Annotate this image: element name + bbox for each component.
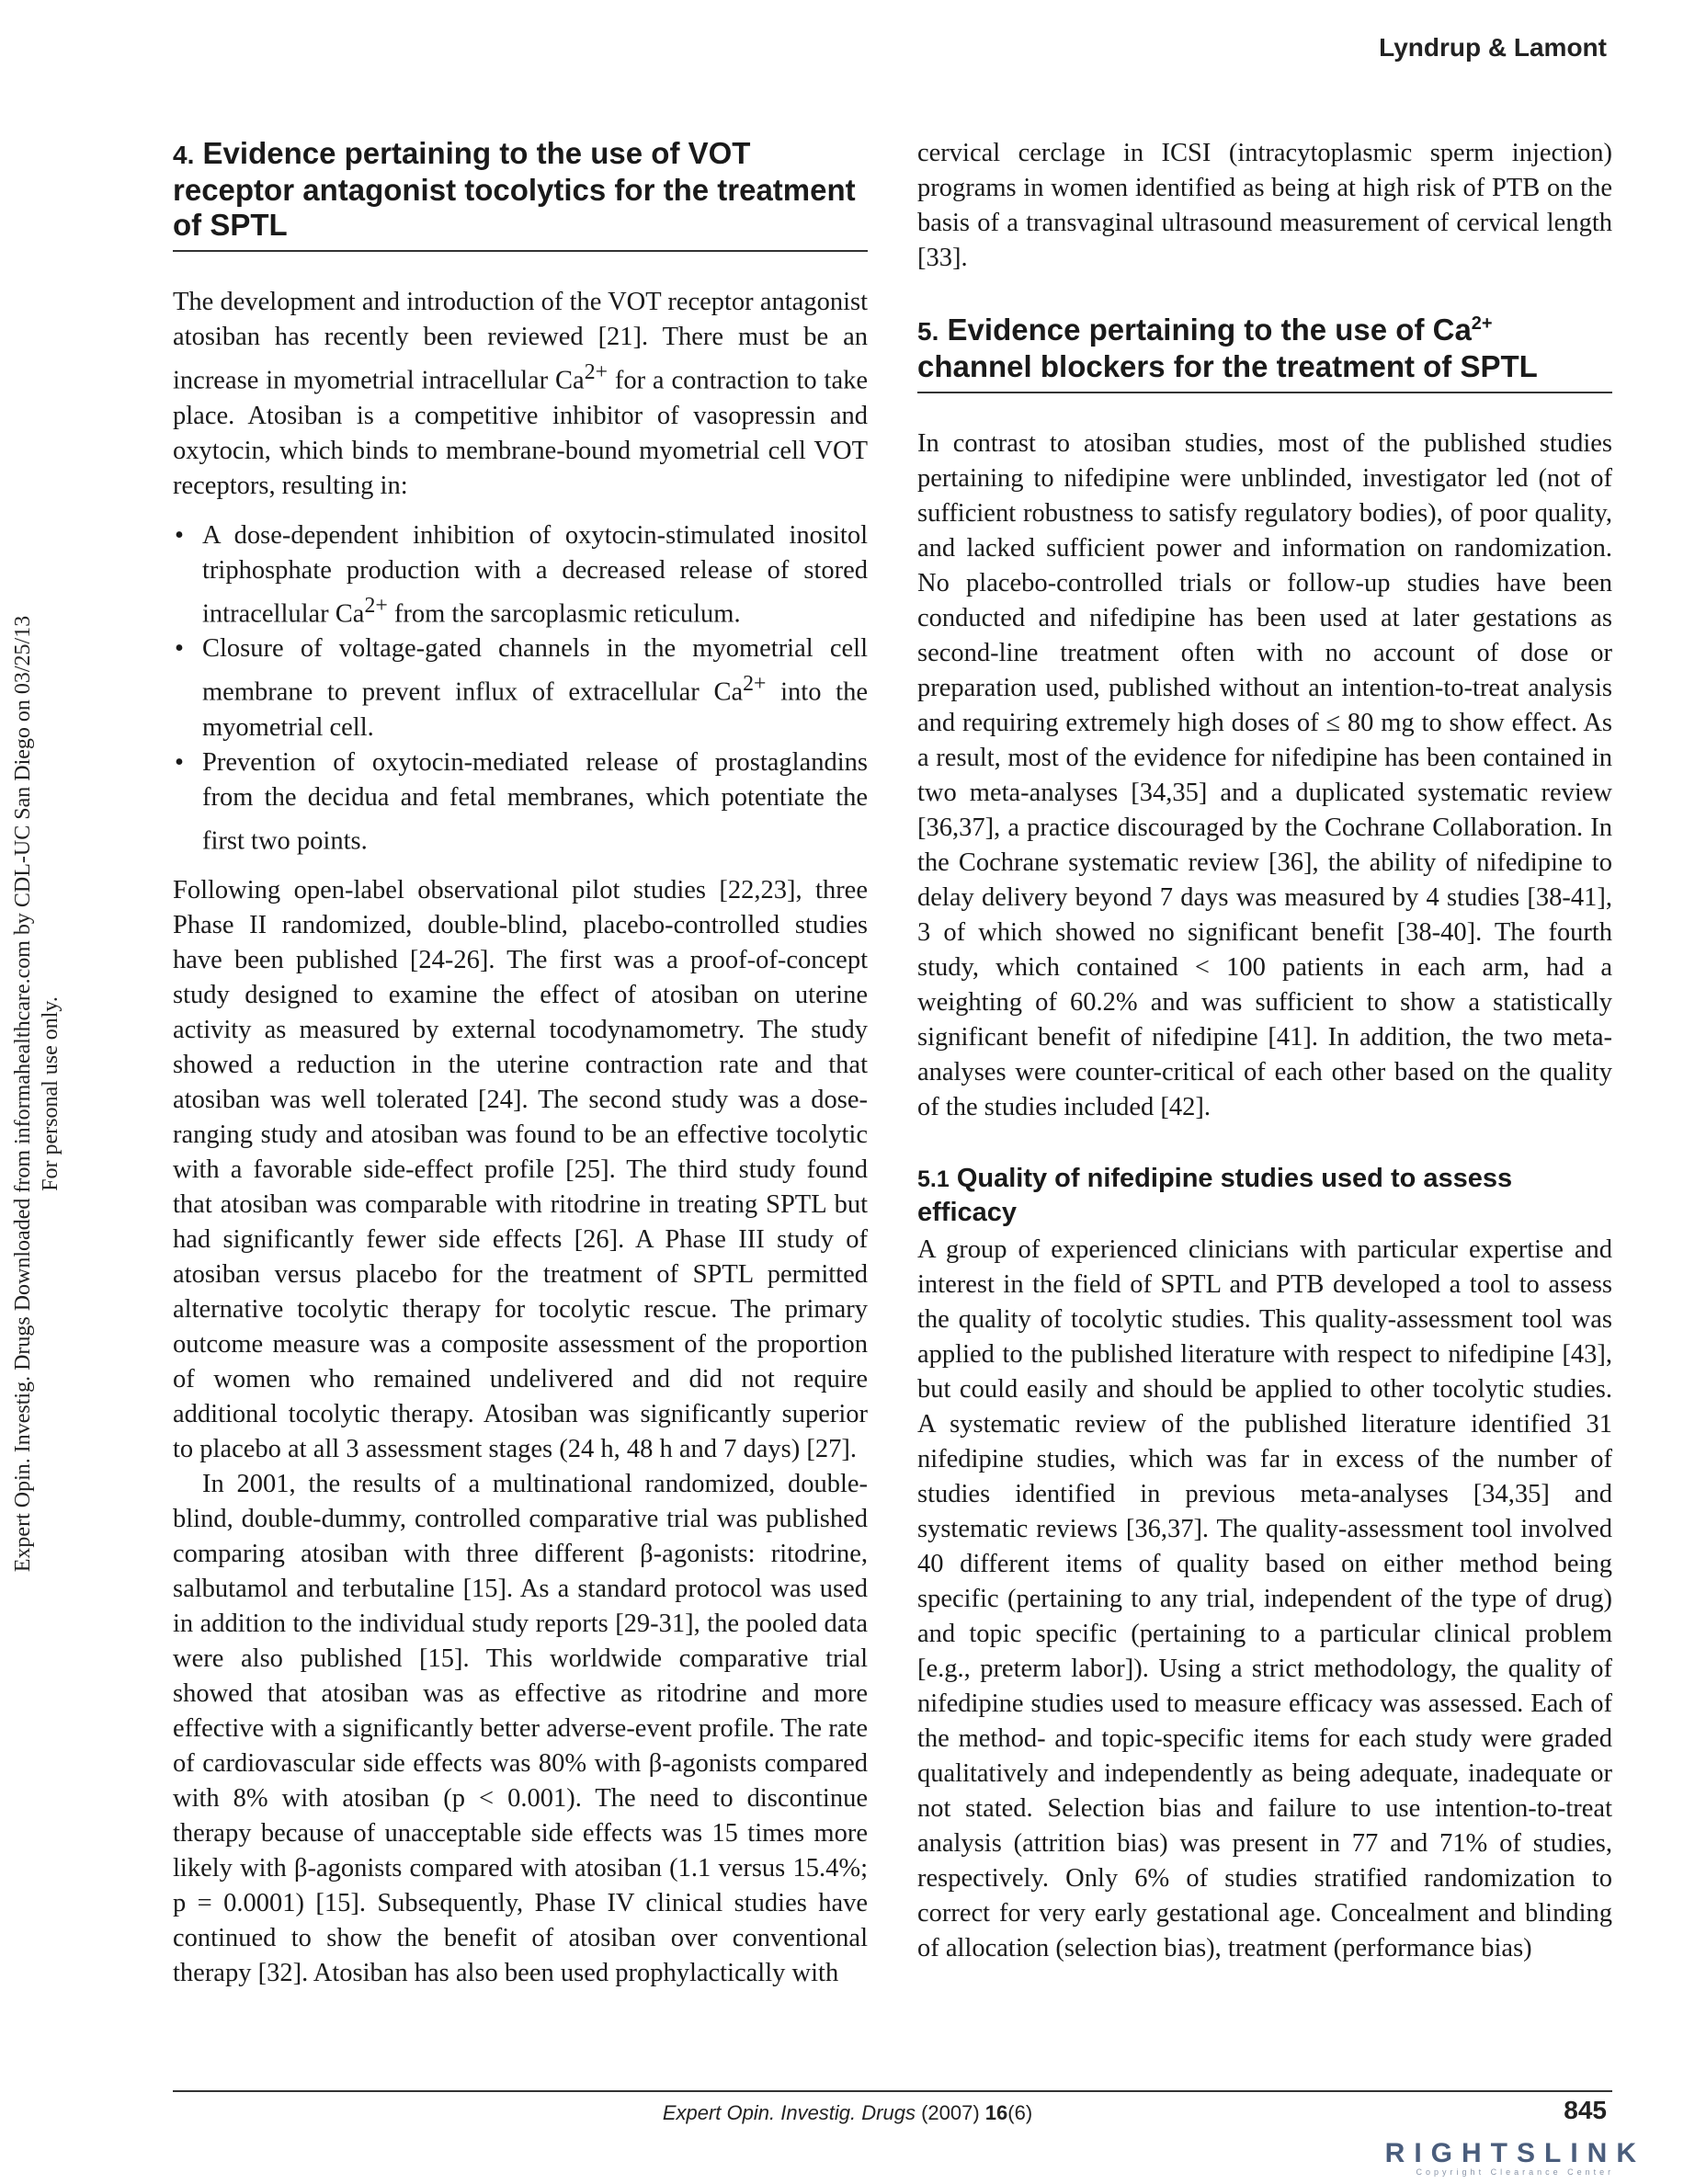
section-number: 5. bbox=[917, 317, 939, 346]
subsection-number: 5.1 bbox=[917, 1166, 950, 1192]
download-notice bbox=[0, 0, 74, 2184]
body-paragraph: In 2001, the results of a multinational randomized, double-blind, double-dummy, controlled comparative trial was published comparing atosiban with three different β-agonists: ritodrine, salbutamol and terbutaline [15]. As a standard protocol was used in addition to the individual study reports [29-31], the pooled data were also published [15]. This worldwide comparative trial showed that atosiban was as effective as ritodrine and more effective with a significantly better adverse-event profile. The rate of cardiovascular side effects was 80% with β-agonists compared with 8% with atosiban (p < 0.001). The need to discontinue therapy because of unacceptable side effects was 15 times more likely with β-agonists compared with atosiban (1.1 versus 15.4%; p = 0.0001) [15]. Subsequently, Phase IV clinical studies have continued to show the benefit of atosiban over conventional therapy [32]. Atosiban has also been used prophylactically with bbox=[173, 1470, 868, 1987]
right-column bbox=[917, 136, 1612, 1966]
download-notice-line: For personal use only. bbox=[39, 996, 63, 1191]
subsection-title: Quality of nifedipine studies used to assess efficacy bbox=[917, 1164, 1513, 1227]
running-head: Lyndrup & Lamont bbox=[1379, 33, 1607, 62]
download-notice-line: Expert Opin. Investig. Drugs Downloaded from informahealthcare.com by CDL-UC San Diego on 03/25/13 bbox=[11, 615, 35, 1573]
bullet-icon: • bbox=[175, 520, 184, 550]
bullet-icon: • bbox=[175, 634, 184, 663]
subsection-5-1-heading bbox=[917, 1162, 1612, 1229]
mechanism-list bbox=[173, 518, 868, 859]
body-paragraph: A group of experienced clinicians with particular expertise and interest in the field of SPTL and PTB developed a tool to assess the quality of tocolytic studies. This quality-assessment tool was applied to the published literature with respect to nifedipine [43], but could easily and should be applied to other tocolytic studies. A systematic review of the published literature identified 31 nifedipine studies, which was far in excess of the number of studies identified in previous meta-analyses [34,35] and systematic reviews [36,37]. The quality-assessment tool involved 40 different items of quality based on either method being specific (pertaining to any trial, independent of the type of drug) and topic specific (pertaining to a particular clinical problem [e.g., preterm labor]). Using a strict methodology, the quality of nifedipine studies used to measure efficacy was assessed. Each of the method- and topic-specific items for each study were graded qualitatively and independently as being adequate, inadequate or not stated. Selection bias and failure to use intention-to-treat analysis (attrition bias) was present in 77 and 71% of studies, respectively. Only 6% of studies stratified randomization to correct for very early gestational age. Concealment and blinding of allocation (selection bias), treatment (performance bias) bbox=[917, 1235, 1612, 1962]
section-title: Evidence pertaining to the use of VOT receptor antagonist tocolytics for the treatment of SPTL bbox=[173, 136, 856, 242]
body-paragraph-continuation: cervical cerclage in ICSI (intracytoplasmic sperm injection) programs in women identified as being at high risk of PTB on the basis of a transvaginal ultrasound measurement of cervical length [33]. bbox=[917, 139, 1612, 272]
list-item: • Closure of voltage-gated channels in the myometrial cell membrane to prevent influx of extracellular $Ca^{2+}$ into the myometrial cell. bbox=[173, 631, 868, 745]
body-paragraph: In contrast to atosiban studies, most of the published studies pertaining to nifedipine were unblinded, investigator led (not of sufficient robustness to satisfy regulatory bodies), of poor quality, and lacked sufficient power and information on randomization. No placebo-controlled trials or follow-up studies have been conducted and nifedipine has been used at later gestations as second-line treatment often with no account of dose or preparation used, published without an intention-to-treat analysis and requiring extremely high doses of ≤ 80 mg to show effect. As a result, most of the evidence for nifedipine has been contained in two meta-analyses [34,35] and a duplicated systematic review [36,37], a practice discouraged by the Cochrane Collaboration. In the Cochrane systematic review [36], the ability of nifedipine to delay delivery beyond 7 days was measured by 4 studies [38-41], 3 of which showed no significant benefit [38-40]. The fourth study, which contained < 100 patients in each arm, had a weighting of 60.2% and was sufficient to show a statistically significant benefit of nifedipine [41]. In addition, the two meta-analyses were counter-critical of each other based on the quality of the studies included [42]. bbox=[917, 429, 1612, 1121]
section-5-heading bbox=[917, 313, 1612, 393]
body-paragraph: Following open-label observational pilot studies [22,23], three Phase II randomized, double-blind, placebo-controlled studies have been published [24-26]. The first was a proof-of-concept study designed to examine the effect of atosiban on uterine activity as measured by external tocodynamometry. The study showed a reduction in the uterine contraction rate and that atosiban was well tolerated [24]. The second study was a dose-ranging study and atosiban was found to be an effective tocolytic with a favorable side-effect profile [25]. The third study found that atosiban was comparable with ritodrine in treating SPTL but had significantly fewer side effects [26]. A Phase III study of atosiban versus placebo for the treatment of SPTL permitted alternative tocolytic therapy for tocolytic rescue. The primary outcome measure was a composite assessment of the proportion of women who remained undelivered and did not require additional tocolytic therapy. Atosiban was significantly superior to placebo at all 3 assessment stages (24 h, 48 h and 7 days) [27]. bbox=[173, 876, 868, 1463]
journal-name: Expert Opin. Investig. Drugs bbox=[662, 2101, 916, 2124]
footer-citation: Expert Opin. Investig. Drugs (2007) 16(6) bbox=[662, 2101, 1033, 2124]
list-item: • A dose-dependent inhibition of oxytocin-stimulated inositol triphosphate production with a decreased release of stored intracellular $Ca^{2+}$ from the sarcoplasmic reticulum. bbox=[173, 518, 868, 632]
bullet-icon: • bbox=[175, 747, 184, 777]
section-4-heading bbox=[173, 136, 868, 252]
section-number: 4. bbox=[173, 141, 195, 169]
section-4-intro: The development and introduction of the VOT receptor antagonist atosiban has recently been reviewed [21]. There must be an increase in myometrial intracellular $Ca^{2+}$ for a contraction to take place. Atosiban is a competitive inhibitor of vasopressin and oxytocin, which binds to membrane-bound myometrial cell VOT receptors, resulting in: bbox=[173, 288, 868, 500]
list-item: • Prevention of oxytocin-mediated release of prostaglandins from the decidua and fetal membranes, which potentiate the first two points. bbox=[173, 745, 868, 859]
section-title: Evidence pertaining to the use of $Ca^{2+}$ channel blockers for the treatment of SPTL bbox=[917, 313, 1538, 383]
page-number: 845 bbox=[1564, 2096, 1607, 2124]
rightslink-logo: RIGHTSLINK Copyright Clearance Center bbox=[1384, 2138, 1645, 2177]
footer-rule bbox=[173, 2090, 1612, 2092]
left-column bbox=[173, 136, 868, 1991]
